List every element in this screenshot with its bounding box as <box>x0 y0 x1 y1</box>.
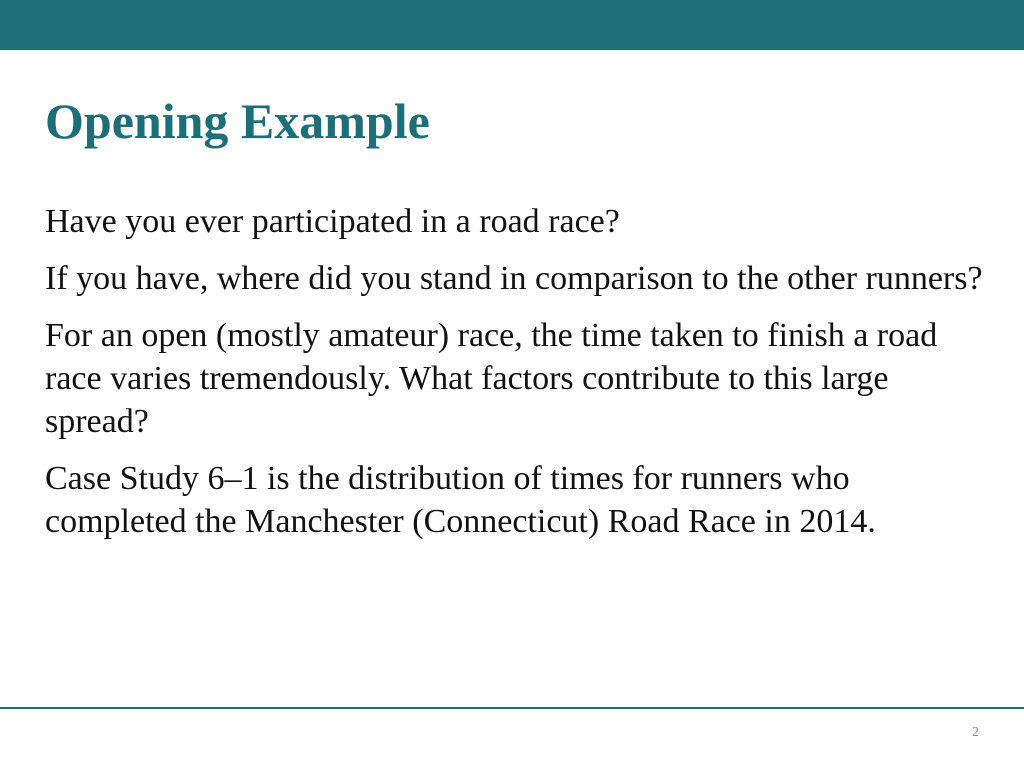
slide-body <box>45 200 985 557</box>
slide-title: Opening Example <box>45 93 430 149</box>
page-number: 2 <box>972 725 979 740</box>
footer-divider <box>0 707 1024 709</box>
paragraph-road-race-question: Have you ever participated in a road race? <box>45 203 620 240</box>
paragraph-comparison-question: If you have, where did you stand in comparison to the other runners? <box>45 260 983 297</box>
header-bar <box>0 0 1024 50</box>
paragraph-time-spread: For an open (mostly amateur) race, the time taken to finish a road race varies tremendously. What factors contribute to this large spread? <box>45 317 938 440</box>
paragraph-case-study: Case Study 6–1 is the distribution of times for runners who completed the Manchester (Connecticut) Road Race in 2014. <box>45 460 876 540</box>
